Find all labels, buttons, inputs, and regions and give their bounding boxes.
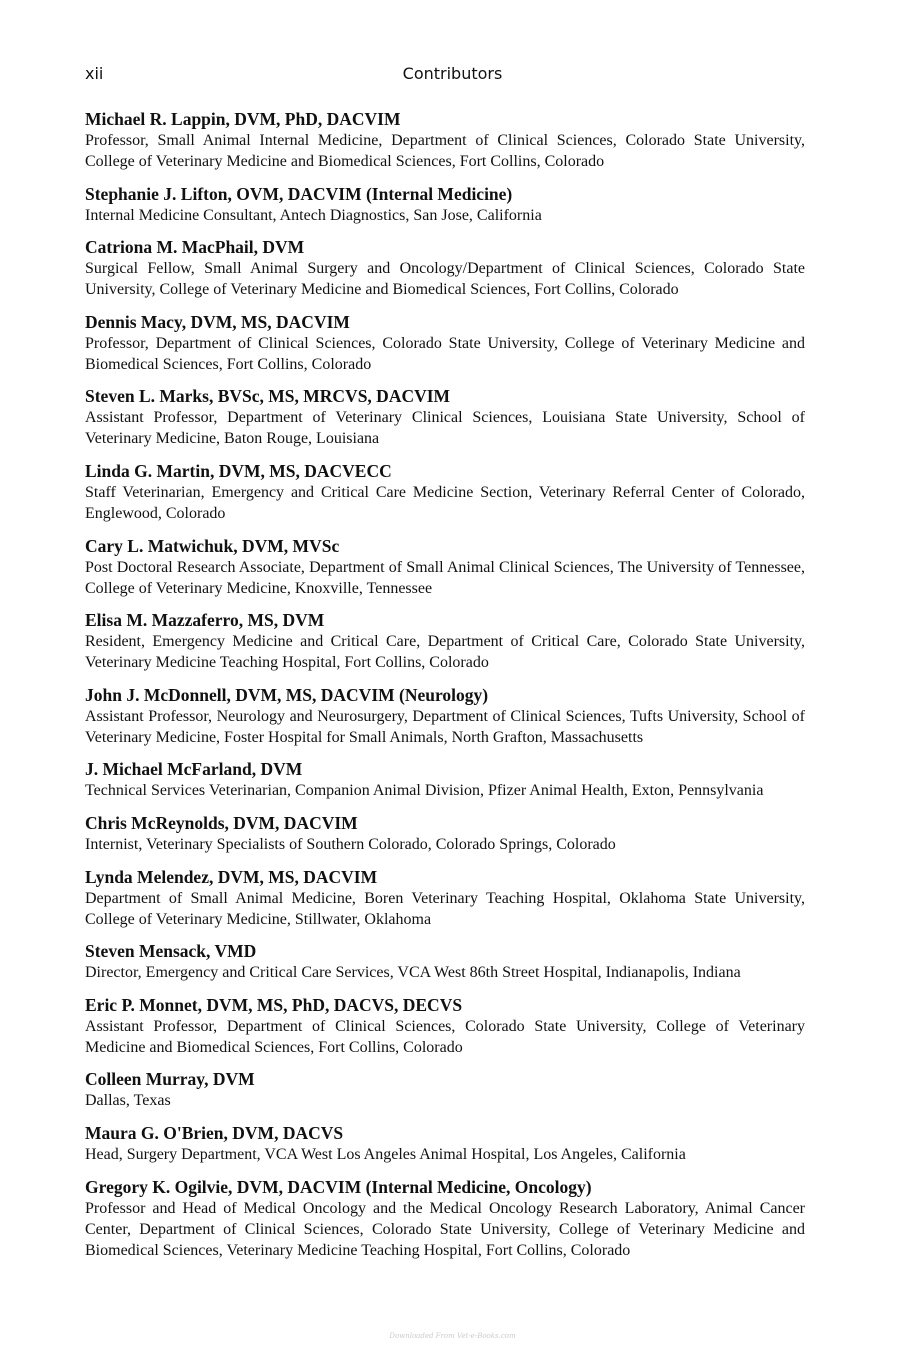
contributor-entry bbox=[85, 866, 805, 930]
contributor-affiliation: Post Doctoral Research Associate, Department of Small Animal Clinical Sciences, The University of Tennessee, College of Veterinary Medicine, Knoxville, Tennessee bbox=[85, 558, 805, 597]
contributor-affiliation: Resident, Emergency Medicine and Critical Care, Department of Critical Care, Colorado State University, Veterinary Medicine Teaching Hospital, Fort Collins, Colorado bbox=[85, 633, 805, 672]
contributor-affiliation: Professor and Head of Medical Oncology and the Medical Oncology Research Laboratory, Animal Cancer Center, Department of Clinical Sciences, Colorado State University, College of Veterinary Medicine and Biomedical Sciences, Veterinary Medicine Teaching Hospital, Fort Collins, Colorado bbox=[85, 1199, 805, 1259]
contributor-affiliation: Assistant Professor, Department of Veterinary Clinical Sciences, Louisiana State University, School of Veterinary Medicine, Baton Rouge, Louisiana bbox=[85, 409, 805, 448]
contributor-name: Chris McReynolds, DVM, DACVIM bbox=[85, 812, 358, 833]
contributor-affiliation: Assistant Professor, Neurology and Neurosurgery, Department of Clinical Sciences, Tufts University, School of Veterinary Medicine, Foster Hospital for Small Animals, North Grafton, Massachusetts bbox=[85, 707, 805, 746]
contributor-entry bbox=[85, 758, 805, 801]
contributor-affiliation: Technical Services Veterinarian, Companion Animal Division, Pfizer Animal Health, Exton, Pennsylvania bbox=[85, 782, 764, 800]
contributor-name: J. Michael McFarland, DVM bbox=[85, 759, 303, 780]
watermark: Downloaded From Vet-e-Books.com bbox=[389, 1332, 516, 1340]
contributor-affiliation: Staff Veterinarian, Emergency and Critical Care Medicine Section, Veterinary Referral Center of Colorado, Englewood, Colorado bbox=[85, 483, 805, 522]
contributor-entry bbox=[85, 1122, 805, 1165]
contributor-name: Maura G. O'Brien, DVM, DACVS bbox=[85, 1122, 344, 1143]
contributor-name: Colleen Murray, DVM bbox=[85, 1069, 255, 1090]
contributor-entry bbox=[85, 1176, 805, 1261]
contributor-name: Linda G. Martin, DVM, MS, DACVECC bbox=[85, 460, 392, 481]
contributor-affiliation: Department of Small Animal Medicine, Boren Veterinary Teaching Hospital, Oklahoma State University, College of Veterinary Medicine, Stillwater, Oklahoma bbox=[85, 889, 805, 928]
contributor-affiliation: Professor, Small Animal Internal Medicine, Department of Clinical Sciences, Colorado State University, College of Veterinary Medicine and Biomedical Sciences, Fort Collins, Colorado bbox=[85, 132, 805, 170]
contributor-entry bbox=[85, 994, 805, 1058]
contributor-entry bbox=[85, 812, 805, 855]
contributor-entry bbox=[85, 684, 805, 748]
page-number: xii bbox=[85, 64, 104, 83]
contributor-name: Cary L. Matwichuk, DVM, MVSc bbox=[85, 535, 340, 556]
contributor-affiliation: Internist, Veterinary Specialists of Southern Colorado, Colorado Springs, Colorado bbox=[85, 835, 616, 853]
contributor-affiliation: Professor, Department of Clinical Sciences, Colorado State University, College of Veterinary Medicine and Biomedical Sciences, Fort Collins, Colorado bbox=[85, 334, 805, 373]
contributor-name: Lynda Melendez, DVM, MS, DACVIM bbox=[85, 866, 378, 887]
running-head-title: Contributors bbox=[402, 64, 503, 83]
contributor-entry bbox=[85, 609, 805, 673]
contributor-affiliation: Assistant Professor, Department of Clinical Sciences, Colorado State University, College of Veterinary Medicine and Biomedical Sciences, Fort Collins, Colorado bbox=[85, 1017, 805, 1056]
contributor-name: Gregory K. Ogilvie, DVM, DACVIM (Internal Medicine, Oncology) bbox=[85, 1176, 592, 1197]
contributor-name: Steven Mensack, VMD bbox=[85, 941, 257, 962]
contributor-name: Michael R. Lappin, DVM, PhD, DACVIM bbox=[85, 109, 401, 129]
contributor-entry bbox=[85, 311, 805, 375]
contributor-affiliation: Internal Medicine Consultant, Antech Diagnostics, San Jose, California bbox=[85, 206, 542, 224]
contributor-name: Catriona M. MacPhail, DVM bbox=[85, 237, 305, 258]
contributor-name: Dennis Macy, DVM, MS, DACVIM bbox=[85, 311, 350, 332]
contributor-entry bbox=[85, 535, 805, 599]
contributor-affiliation: Director, Emergency and Critical Care Services, VCA West 86th Street Hospital, Indianapolis, Indiana bbox=[85, 964, 741, 982]
contributor-entry bbox=[85, 1068, 805, 1111]
contributor-entry bbox=[85, 940, 805, 983]
contributor-affiliation: Head, Surgery Department, VCA West Los Angeles Animal Hospital, Los Angeles, California bbox=[85, 1145, 686, 1163]
contributor-name: John J. McDonnell, DVM, MS, DACVIM (Neurology) bbox=[85, 684, 489, 705]
contributor-name: Eric P. Monnet, DVM, MS, PhD, DACVS, DECVS bbox=[85, 994, 463, 1015]
contributor-name: Steven L. Marks, BVSc, MS, MRCVS, DACVIM bbox=[85, 386, 451, 407]
contributor-entry bbox=[85, 236, 805, 300]
contributor-entry bbox=[85, 108, 805, 172]
contributor-affiliation: Surgical Fellow, Small Animal Surgery and Oncology/Department of Clinical Sciences, Colorado State University, College of Veterinary Medicine and Biomedical Sciences, Fort Collins, Colorado bbox=[85, 260, 805, 299]
contributor-list bbox=[85, 108, 805, 1271]
contributor-entry bbox=[85, 460, 805, 524]
contributor-name: Stephanie J. Lifton, OVM, DACVIM (Internal Medicine) bbox=[85, 183, 513, 204]
contributor-entry bbox=[85, 385, 805, 449]
contributor-affiliation: Dallas, Texas bbox=[85, 1092, 171, 1110]
contributor-entry bbox=[85, 183, 805, 226]
contributor-name: Elisa M. Mazzaferro, MS, DVM bbox=[85, 610, 325, 631]
